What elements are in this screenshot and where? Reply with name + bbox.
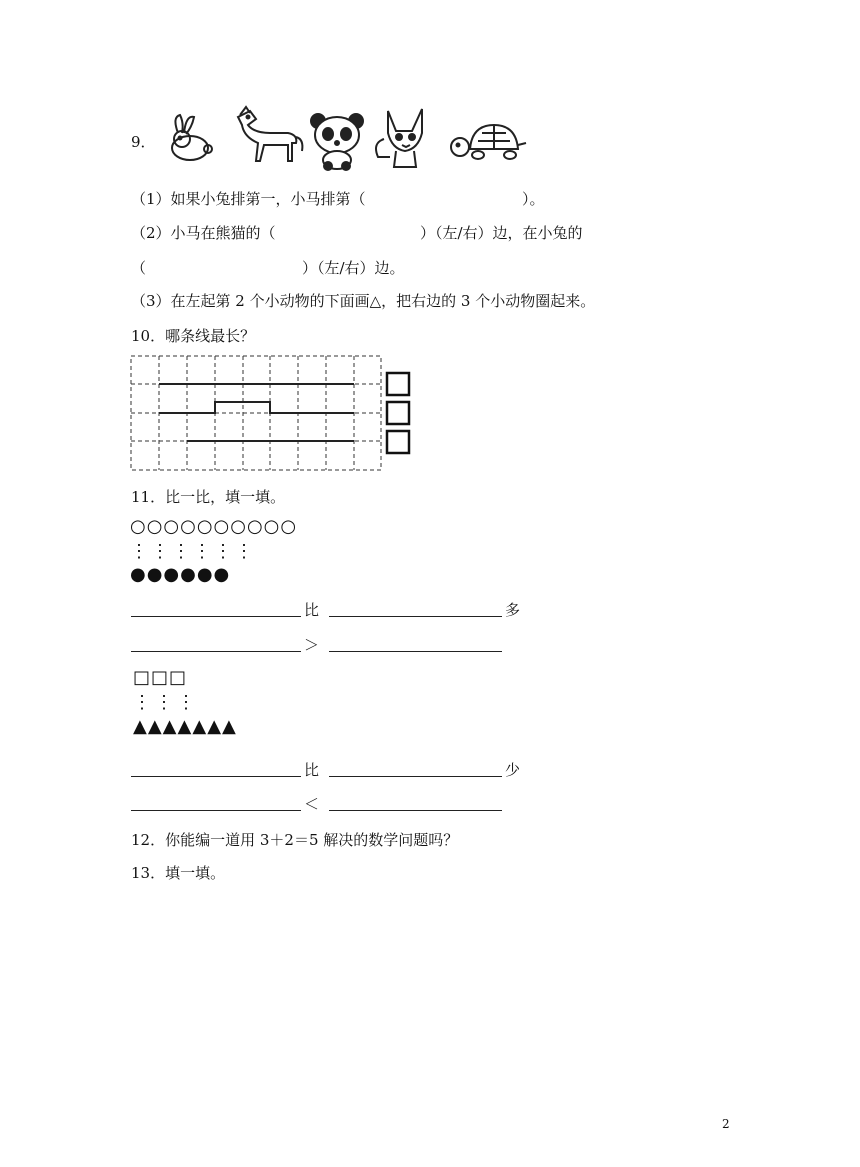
blank-3[interactable] bbox=[131, 651, 301, 652]
page-number: 2 bbox=[722, 1117, 730, 1131]
squares-row: □□□ bbox=[133, 667, 188, 688]
q9-number: 9． bbox=[131, 133, 156, 151]
q9-line2-start: （2）小马在熊猫的（ bbox=[131, 224, 276, 242]
answer-box-1[interactable] bbox=[387, 373, 409, 395]
q9-line4: （3）在左起第 2 个小动物的下面画△，把右边的 3 个小动物圈起来。 bbox=[131, 292, 596, 310]
blank-6[interactable] bbox=[329, 776, 502, 777]
answer-box-2[interactable] bbox=[387, 402, 409, 424]
dots-row-1: ⋮⋮⋮⋮⋮⋮ bbox=[130, 541, 256, 562]
animals-row bbox=[160, 103, 530, 173]
line-b bbox=[159, 402, 354, 413]
word-shao: 少 bbox=[505, 761, 521, 779]
line-grid bbox=[128, 353, 418, 475]
q13-title: 13．填一填。 bbox=[131, 864, 226, 882]
greater-sign: ＞ bbox=[304, 636, 320, 654]
blank-5[interactable] bbox=[131, 776, 301, 777]
word-bi-2: 比 bbox=[304, 761, 320, 779]
fox-icon bbox=[376, 109, 422, 167]
dots-row-2: ⋮⋮⋮ bbox=[133, 692, 199, 713]
q9-line1-start: （1）如果小兔排第一，小马排第（ bbox=[131, 190, 366, 208]
horse-icon bbox=[238, 107, 302, 161]
less-sign: ＜ bbox=[304, 795, 320, 813]
blank-7[interactable] bbox=[131, 810, 301, 811]
rabbit-icon bbox=[172, 115, 212, 160]
q9-line3-start: （ bbox=[131, 259, 147, 277]
q11-title: 11．比一比，填一填。 bbox=[131, 488, 286, 506]
blank-2[interactable] bbox=[329, 616, 502, 617]
blank-1[interactable] bbox=[131, 616, 301, 617]
panda-icon bbox=[311, 114, 363, 170]
word-duo: 多 bbox=[505, 601, 521, 619]
q10-title: 10．哪条线最长？ bbox=[131, 327, 256, 345]
word-bi-1: 比 bbox=[304, 601, 320, 619]
q9-line1-end: ）。 bbox=[522, 190, 545, 208]
solid-circles-row: ●●●●●● bbox=[130, 564, 231, 585]
triangles-row: ▲▲▲▲▲▲▲ bbox=[133, 716, 237, 737]
blank-8[interactable] bbox=[329, 810, 502, 811]
turtle-icon bbox=[451, 125, 526, 159]
q12-title: 12．你能编一道用 3＋2＝5 解决的数学问题吗？ bbox=[131, 831, 459, 849]
q9-line2-end: ）（左/右）边，在小兔的 bbox=[420, 224, 583, 242]
q9-line3-end: ）（左/右）边。 bbox=[302, 259, 405, 277]
answer-box-3[interactable] bbox=[387, 431, 409, 453]
blank-4[interactable] bbox=[329, 651, 502, 652]
hollow-circles-row: ○○○○○○○○○○ bbox=[130, 516, 298, 537]
